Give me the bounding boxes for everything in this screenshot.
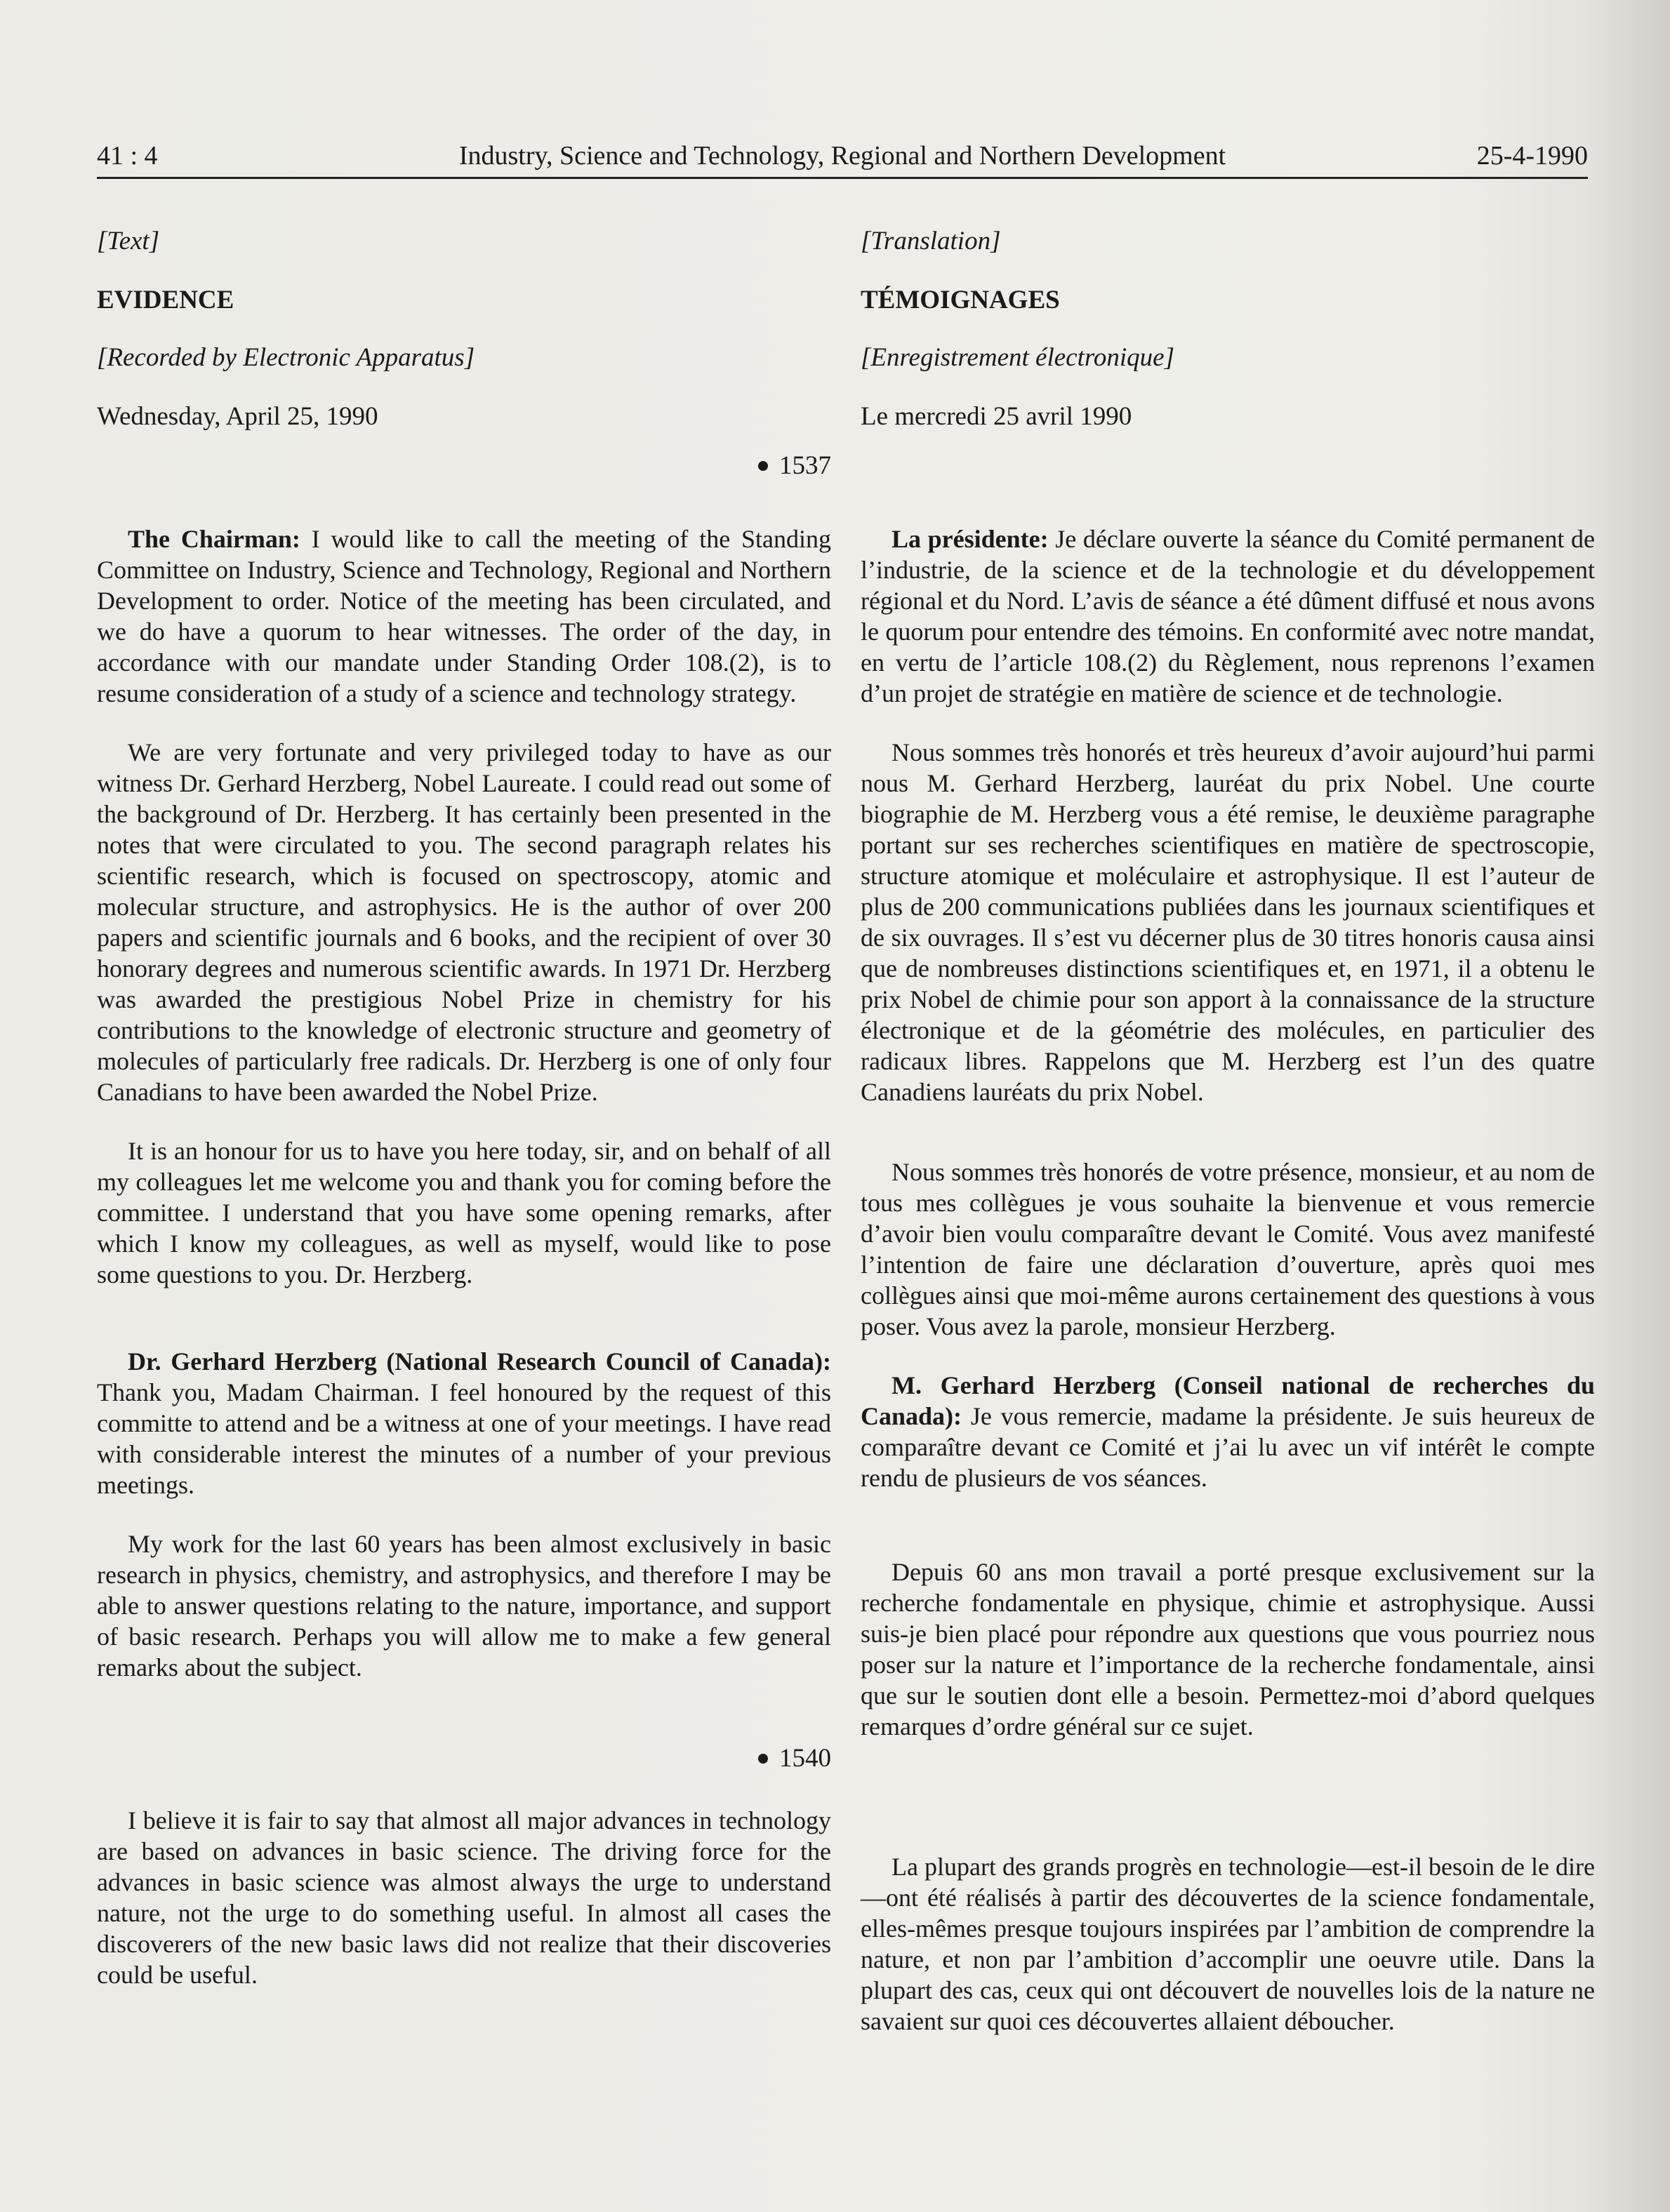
french-column (861, 211, 1595, 2065)
paragraph-text: I would like to call the meeting of the Standing Committee on Industry, Science and Technology, Regional and Northern Development to order. Notice of the meeting has been circulated, and we do have a quorum to hear witnesses. The order of the day, in accordance with our mandate under Standing Order 108.(2), is to resume consideration of a study of a science and technology strategy. (97, 525, 832, 707)
meeting-date: Wednesday, April 25, 1990 (97, 402, 378, 431)
paragraph: Nous sommes très honorés de votre présence, monsieur, et au nom de tous mes collègues je vous souhaite la bienvenue et vous remercie d’avoir bien voulu comparaître devant le Comité. Vous avez manifesté l’intention de faire une déclaration d’ouverture, après quoi mes collègues ainsi que moi-même aurons certainement des questions à vous poser. Vous avez la parole, monsieur Herzberg. (861, 1158, 1595, 1340)
paragraph: It is an honour for us to have you here today, sir, and on behalf of all my colleagues let me welcome you and thank you for coming before the committee. I understand that you have some opening remarks, after which I know my colleagues, as well as myself, would like to pose some questions to you. Dr. Herzberg. (97, 1137, 831, 1288)
english-column (97, 211, 831, 2018)
temoignages-heading: TÉMOIGNAGES (861, 286, 1060, 314)
bullet-icon (758, 1754, 768, 1764)
paragraph: I believe it is fair to say that almost all major advances in technology are based on advances in basic science. The driving force for the advances in basic science was almost always the urge to understand nature, not the urge to do something useful. In almost all cases the discoverers of the new basic laws did not realize that their discoveries could be useful. (97, 1806, 831, 1989)
recorded-note: [Recorded by Electronic Apparatus] (97, 343, 475, 372)
paragraph: Depuis 60 ans mon travail a porté presque exclusivement sur la recherche fondamentale en physique, chimie et astrophysique. Aussi suis-je bien placé pour répondre aux questions que vous pourriez nous poser sur la nature et l’importance de la recherche fondamentale, ainsi que sur le soutien dont elle a besoin. Permettez-moi d’abord quelques remarques d’ordre général sur ce sujet. (861, 1558, 1595, 1740)
paragraph-text: Je déclare ouverte la séance du Comité permanent de l’industrie, de la science et de la technologie et du développement régional et du Nord. L’avis de séance a été dûment diffusé et nous avons le quorum pour entendre des témoins. En conformité avec notre mandat, en vertu de l’article 108.(2) du Règlement, nous reprenons l’examen d’un projet de stratégie en matière de science et de technologie. (861, 525, 1595, 707)
paragraph: La plupart des grands progrès en technologie—est-il besoin de le dire—ont été réalisés à partir des découvertes de la science fondamentale, elles-mêmes presque toujours inspirées par l’ambition de comprendre la nature, et non par l’ambition d’accomplir une oeuvre utile. Dans la plupart des cas, ceux qui ont découvert de nouvelles lois de la nature ne savaient sur quoi ces découvertes allaient déboucher. (861, 1853, 1595, 2035)
paragraph (861, 1370, 1595, 1493)
speaker-name: M. Gerhard Herzberg (Conseil national de recherches du Canada): (861, 1371, 1595, 1430)
paragraph (861, 524, 1595, 709)
bullet-icon (758, 461, 768, 471)
time-marker-1540 (97, 1743, 831, 1774)
paragraph: My work for the last 60 years has been almost exclusively in basic research in physics, chemistry, and astrophysics, and therefore I may be able to answer questions relating to the nature, importance, and support of basic research. Perhaps you will allow me to make a few general remarks about the subject. (97, 1530, 831, 1681)
speaker-name: Dr. Gerhard Herzberg (National Research Council of Canada): (128, 1347, 831, 1375)
time-value: 1537 (779, 451, 831, 480)
text-label: [Text] (97, 227, 160, 255)
page-number: 41 : 4 (97, 141, 158, 171)
paragraph: Nous sommes très honorés et très heureux d’avoir aujourd’hui parmi nous M. Gerhard Herzberg, lauréat du prix Nobel. Une courte biographie de M. Herzberg vous a été remise, le deuxième paragraphe portant sur ses recherches scientifiques en matière de spectroscopie, structure atomique et moléculaire et astrophysique. Il est l’auteur de plus de 200 communications publiées dans les journaux scientifiques et de six ouvrages. Il s’est vu décerner plus de 30 titres honoris causa ainsi que de nombreuses distinctions scientifiques et, en 1971, il a obtenu le prix Nobel de chimie pour son apport à la connaissance de la structure électronique et de la géométrie des molécules, en particulier des radicaux libres. Rappelons que M. Herzberg est l’un des quatre Canadiens lauréats du prix Nobel. (861, 738, 1595, 1106)
paragraph-text: Je vous remercie, madame la présidente. Je suis heureux de comparaître devant ce Comité et j’ai lu avec un vif intérêt le compte rendu de plusieurs de vos séances. (861, 1402, 1595, 1492)
paragraph (97, 1346, 831, 1500)
translation-label: [Translation] (861, 227, 1001, 255)
committee-title: Industry, Science and Technology, Regional and Northern Development (458, 141, 1226, 171)
paragraph: We are very fortunate and very privileged today to have as our witness Dr. Gerhard Herzberg, Nobel Laureate. I could read out some of the background of Dr. Herzberg. It has certainly been presented in the notes that were circulated to you. The second paragraph relates his scientific research, which is focused on spectroscopy, atomic and molecular structure, and astrophysics. He is the author of over 200 papers and scientific journals and 6 books, and the recipient of over 30 honorary degrees and numerous scientific awards. In 1971 Dr. Herzberg was awarded the prestigious Nobel Prize in chemistry for his contributions to the knowledge of electronic structure and geometry of molecules of particularly free radicals. Dr. Herzberg is one of only four Canadians to have been awarded the Nobel Prize. (97, 738, 831, 1106)
time-marker-1537 (97, 451, 831, 481)
paragraph (97, 524, 831, 709)
speaker-name: La présidente: (892, 525, 1049, 553)
meeting-date: Le mercredi 25 avril 1990 (861, 402, 1132, 431)
evidence-heading: EVIDENCE (97, 286, 234, 314)
paragraph-text: Thank you, Madam Chairman. I feel honoured by the request of this committe to attend and be a witness at one of your meetings. I have read with considerable interest the minutes of a number of your previous meetings. (97, 1378, 831, 1499)
page-header (97, 138, 1588, 179)
recorded-note: [Enregistrement électronique] (861, 343, 1174, 372)
header-date: 25-4-1990 (1476, 141, 1588, 171)
time-value: 1540 (779, 1744, 831, 1773)
speaker-name: The Chairman: (128, 525, 300, 553)
